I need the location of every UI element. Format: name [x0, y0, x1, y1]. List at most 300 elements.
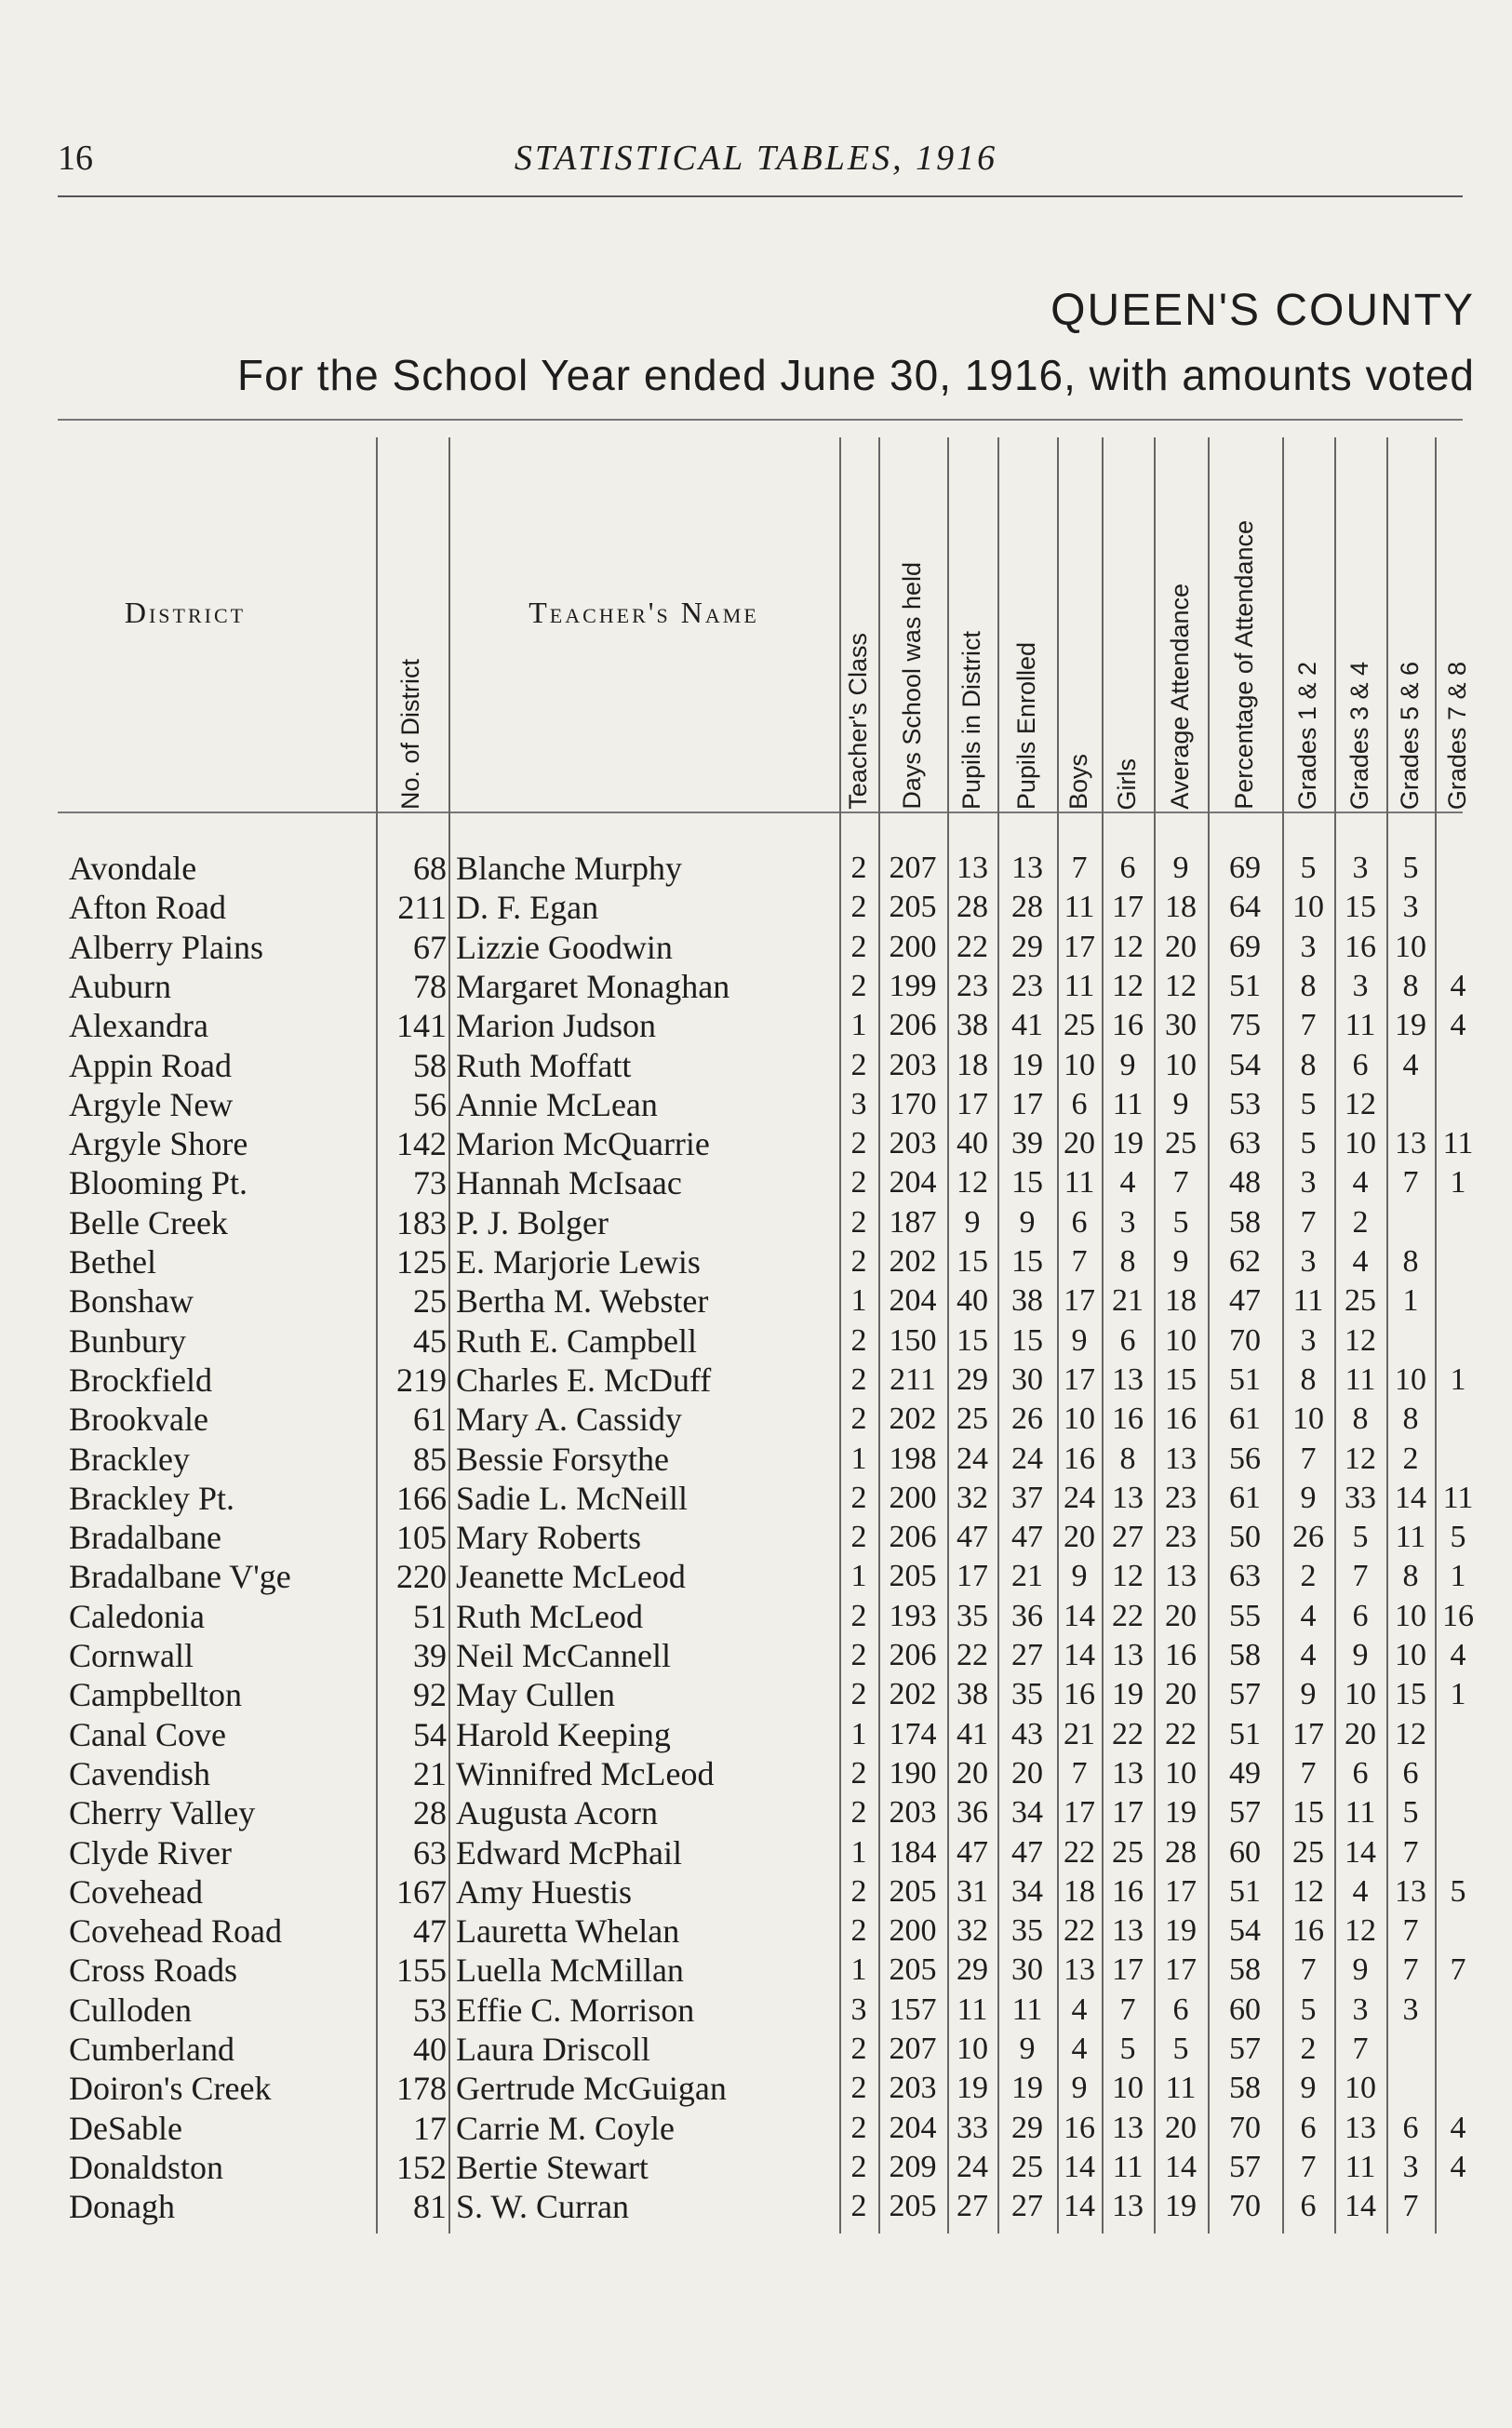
cell-g12: 5 — [1300, 1126, 1317, 1161]
cell-cls: 3 — [850, 1992, 867, 2027]
cell-g56: 1 — [1402, 1283, 1419, 1319]
cell-avg: 19 — [1165, 2189, 1197, 2224]
cell-pct: 63 — [1229, 1559, 1261, 1594]
table-row — [0, 1715, 1512, 1754]
table-row — [0, 888, 1512, 927]
cell-avg: 20 — [1165, 1677, 1197, 1712]
cell-avg: 5 — [1172, 2032, 1189, 2066]
teacher-name: S. W. Curran — [456, 2188, 630, 2226]
cell-g56: 3 — [1402, 890, 1419, 925]
cell-g78: 11 — [1442, 1480, 1474, 1515]
teacher-name: Lizzie Goodwin — [456, 928, 673, 966]
table-row — [0, 849, 1512, 888]
cell-pd: 36 — [957, 1795, 988, 1831]
table-row — [0, 1518, 1512, 1557]
cell-g12: 9 — [1300, 2071, 1317, 2106]
cell-girls: 17 — [1112, 1952, 1144, 1988]
district-number: 67 — [413, 928, 447, 966]
cell-avg: 23 — [1165, 1480, 1197, 1515]
district-number: 152 — [396, 2148, 447, 2186]
cell-pd: 40 — [957, 1126, 988, 1161]
district-number: 53 — [413, 1991, 447, 2029]
table-row — [0, 2187, 1512, 2226]
cell-pct: 58 — [1229, 1638, 1261, 1672]
teacher-name: Bertie Stewart — [456, 2148, 649, 2186]
teacher-name: Lauretta Whelan — [456, 1912, 680, 1951]
cell-days: 205 — [889, 890, 937, 925]
cell-cls: 3 — [850, 1086, 867, 1121]
cell-pct: 57 — [1229, 1795, 1261, 1831]
cell-g34: 16 — [1345, 929, 1376, 964]
cell-g12: 9 — [1300, 1677, 1317, 1712]
column-header-pe: Pupils Enrolled — [1012, 641, 1041, 810]
cell-pe: 35 — [1011, 1913, 1043, 1949]
cell-days: 205 — [889, 1559, 937, 1594]
cell-g12: 17 — [1292, 1716, 1324, 1751]
cell-g34: 7 — [1352, 2032, 1369, 2066]
table-row — [0, 1557, 1512, 1596]
table-subtitle: For the School Year ended June 30, 1916, with amounts voted — [237, 351, 1475, 399]
teacher-name: Jeanette McLeod — [456, 1558, 686, 1596]
teacher-name: Charles E. McDuff — [456, 1361, 712, 1399]
cell-cls: 2 — [850, 1873, 867, 1909]
cell-girls: 22 — [1112, 1716, 1144, 1751]
cell-g34: 10 — [1345, 1677, 1376, 1712]
district-name: DeSable — [69, 2109, 182, 2147]
cell-days: 205 — [889, 1873, 937, 1909]
cell-pct: 70 — [1229, 2110, 1261, 2145]
cell-g56: 4 — [1402, 1047, 1419, 1082]
cell-pe: 27 — [1011, 1638, 1043, 1672]
cell-avg: 25 — [1165, 1126, 1197, 1161]
cell-avg: 16 — [1165, 1638, 1197, 1672]
cell-pct: 70 — [1229, 1322, 1261, 1358]
cell-pd: 27 — [957, 2189, 988, 2224]
cell-g78: 1 — [1450, 1165, 1466, 1201]
cell-pd: 38 — [957, 1008, 988, 1043]
cell-girls: 27 — [1112, 1520, 1144, 1555]
district-name: Bradalbane V'ge — [69, 1558, 291, 1596]
table-row — [0, 1085, 1512, 1124]
county-heading: QUEEN'S COUNTY — [1050, 286, 1475, 335]
teacher-name: Amy Huestis — [456, 1872, 632, 1911]
district-number: 54 — [413, 1715, 447, 1753]
district-number: 47 — [413, 1912, 447, 1951]
district-number: 85 — [413, 1440, 447, 1478]
teacher-name: Mary Roberts — [456, 1519, 641, 1557]
cell-g78: 16 — [1442, 1598, 1474, 1633]
cell-g34: 13 — [1345, 2110, 1376, 2145]
cell-g56: 3 — [1402, 2149, 1419, 2184]
cell-girls: 17 — [1112, 890, 1144, 925]
cell-pe: 24 — [1011, 1441, 1043, 1476]
cell-pe: 38 — [1011, 1283, 1043, 1319]
cell-girls: 17 — [1112, 1795, 1144, 1831]
cell-g34: 9 — [1352, 1638, 1369, 1672]
column-header-district: District — [124, 596, 247, 629]
cell-days: 203 — [889, 1126, 937, 1161]
cell-pe: 35 — [1011, 1677, 1043, 1712]
cell-pct: 49 — [1229, 1755, 1261, 1791]
district-number: 125 — [396, 1243, 447, 1281]
teacher-name: Sadie L. McNeill — [456, 1479, 688, 1517]
table-row — [0, 2030, 1512, 2069]
cell-pd: 32 — [957, 1913, 988, 1949]
cell-boys: 9 — [1071, 2071, 1088, 2106]
cell-cls: 1 — [850, 1952, 867, 1988]
cell-boys: 16 — [1064, 1677, 1095, 1712]
teacher-name: Neil McCannell — [456, 1637, 671, 1674]
cell-g56: 13 — [1395, 1873, 1426, 1909]
cell-pd: 20 — [957, 1755, 988, 1791]
teacher-name: Marion McQuarrie — [456, 1125, 710, 1163]
cell-pd: 23 — [957, 968, 988, 1003]
district-number: 142 — [396, 1125, 447, 1163]
column-header-g78: Grades 7 & 8 — [1443, 661, 1472, 810]
cell-g56: 13 — [1395, 1126, 1426, 1161]
column-header-no-of-district: No. of District — [396, 658, 425, 810]
cell-g34: 25 — [1345, 1283, 1376, 1319]
cell-pe: 27 — [1011, 2189, 1043, 2224]
cell-days: 209 — [889, 2149, 937, 2184]
cell-pe: 39 — [1011, 1126, 1043, 1161]
district-number: 63 — [413, 1833, 447, 1871]
cell-pct: 64 — [1229, 890, 1261, 925]
table-row — [0, 1203, 1512, 1242]
cell-pct: 60 — [1229, 1834, 1261, 1870]
cell-girls: 9 — [1119, 1047, 1136, 1082]
cell-girls: 21 — [1112, 1283, 1144, 1319]
cell-cls: 2 — [850, 890, 867, 925]
cell-cls: 2 — [850, 1480, 867, 1515]
cell-pct: 57 — [1229, 1677, 1261, 1712]
cell-avg: 20 — [1165, 1598, 1197, 1633]
cell-g12: 15 — [1292, 1795, 1324, 1831]
cell-pct: 53 — [1229, 1086, 1261, 1121]
table-row — [0, 1597, 1512, 1636]
cell-avg: 13 — [1165, 1559, 1197, 1594]
district-number: 73 — [413, 1164, 447, 1202]
cell-avg: 9 — [1172, 851, 1189, 885]
district-name: Clyde River — [69, 1833, 232, 1871]
cell-g12: 7 — [1300, 1755, 1317, 1791]
district-number: 183 — [396, 1203, 447, 1241]
column-header-g56: Grades 5 & 6 — [1396, 661, 1425, 810]
cell-g56: 7 — [1402, 1952, 1419, 1988]
cell-pct: 70 — [1229, 2189, 1261, 2224]
cell-g34: 33 — [1345, 1480, 1376, 1515]
cell-girls: 12 — [1112, 929, 1144, 964]
district-number: 178 — [396, 2070, 447, 2108]
cell-pct: 69 — [1229, 929, 1261, 964]
cell-days: 204 — [889, 2110, 937, 2145]
cell-days: 203 — [889, 1047, 937, 1082]
cell-g34: 6 — [1352, 1047, 1369, 1082]
cell-boys: 14 — [1064, 1598, 1095, 1633]
cell-girls: 11 — [1112, 1086, 1144, 1121]
table-row — [0, 1479, 1512, 1518]
cell-cls: 2 — [850, 1755, 867, 1791]
cell-days: 202 — [889, 1677, 937, 1712]
cell-pe: 34 — [1011, 1795, 1043, 1831]
cell-days: 202 — [889, 1244, 937, 1279]
cell-cls: 2 — [850, 1244, 867, 1279]
cell-pd: 17 — [957, 1086, 988, 1121]
cell-girls: 11 — [1112, 2149, 1144, 2184]
column-header-g34: Grades 3 & 4 — [1345, 661, 1374, 810]
cell-pe: 47 — [1011, 1520, 1043, 1555]
teacher-name: D. F. Egan — [456, 889, 599, 927]
teacher-name: Blanche Murphy — [456, 850, 682, 887]
cell-g56: 10 — [1395, 1638, 1426, 1672]
teacher-name: Gertrude McGuigan — [456, 2070, 727, 2108]
district-number: 81 — [413, 2188, 447, 2226]
cell-g12: 12 — [1292, 1873, 1324, 1909]
cell-pct: 51 — [1229, 1362, 1261, 1397]
district-name: Alberry Plains — [69, 928, 263, 966]
teacher-name: Augusta Acorn — [456, 1794, 658, 1832]
cell-cls: 1 — [850, 1834, 867, 1870]
cell-g78: 5 — [1450, 1873, 1466, 1909]
cell-boys: 7 — [1071, 1755, 1088, 1791]
district-name: Cavendish — [69, 1754, 210, 1792]
table-row — [0, 2069, 1512, 2108]
table-row — [0, 1400, 1512, 1439]
cell-pe: 47 — [1011, 1834, 1043, 1870]
cell-boys: 22 — [1064, 1913, 1095, 1949]
cell-pe: 37 — [1011, 1480, 1043, 1515]
cell-pe: 15 — [1011, 1244, 1043, 1279]
district-name: Belle Creek — [69, 1203, 228, 1241]
cell-boys: 6 — [1071, 1204, 1088, 1240]
cell-avg: 14 — [1165, 2149, 1197, 2184]
cell-g12: 26 — [1292, 1520, 1324, 1555]
cell-pe: 23 — [1011, 968, 1043, 1003]
district-name: Donaldston — [69, 2148, 223, 2186]
teacher-name: Harold Keeping — [456, 1715, 671, 1753]
cell-cls: 2 — [850, 1126, 867, 1161]
cell-g12: 4 — [1300, 1638, 1317, 1672]
cell-boys: 17 — [1064, 1795, 1095, 1831]
cell-g12: 5 — [1300, 1992, 1317, 2027]
cell-days: 200 — [889, 1480, 937, 1515]
cell-pe: 34 — [1011, 1873, 1043, 1909]
cell-cls: 2 — [850, 1322, 867, 1358]
cell-g56: 8 — [1402, 1244, 1419, 1279]
table-row — [0, 1046, 1512, 1085]
district-number: 25 — [413, 1282, 447, 1321]
cell-cls: 1 — [850, 1441, 867, 1476]
teacher-name: E. Marjorie Lewis — [456, 1243, 701, 1281]
district-name: Covehead Road — [69, 1912, 282, 1951]
cell-girls: 13 — [1112, 1480, 1144, 1515]
cell-g34: 11 — [1345, 1795, 1376, 1831]
cell-pct: 58 — [1229, 2071, 1261, 2106]
table-row — [0, 1675, 1512, 1714]
cell-cls: 2 — [850, 2032, 867, 2066]
cell-days: 193 — [889, 1598, 937, 1633]
cell-g56: 5 — [1402, 851, 1419, 885]
cell-boys: 10 — [1064, 1402, 1095, 1437]
table-row — [0, 1124, 1512, 1163]
cell-g34: 15 — [1345, 890, 1376, 925]
cell-pe: 19 — [1011, 2071, 1043, 2106]
table-row — [0, 1440, 1512, 1479]
cell-pd: 25 — [957, 1402, 988, 1437]
cell-days: 150 — [889, 1322, 937, 1358]
cell-pct: 50 — [1229, 1520, 1261, 1555]
cell-g34: 14 — [1345, 2189, 1376, 2224]
cell-pct: 61 — [1229, 1402, 1261, 1437]
cell-g12: 16 — [1292, 1913, 1324, 1949]
cell-boys: 20 — [1064, 1520, 1095, 1555]
district-name: Culloden — [69, 1991, 192, 2029]
cell-days: 211 — [890, 1362, 936, 1397]
cell-days: 207 — [889, 851, 937, 885]
cell-cls: 2 — [850, 1520, 867, 1555]
cell-g34: 12 — [1345, 1441, 1376, 1476]
cell-girls: 16 — [1112, 1008, 1144, 1043]
district-name: Appin Road — [69, 1046, 232, 1084]
cell-girls: 6 — [1119, 851, 1136, 885]
cell-days: 199 — [889, 968, 937, 1003]
cell-pd: 41 — [957, 1716, 988, 1751]
cell-avg: 20 — [1165, 929, 1197, 964]
cell-days: 207 — [889, 2032, 937, 2066]
district-number: 78 — [413, 967, 447, 1005]
cell-boys: 4 — [1071, 1992, 1088, 2027]
cell-g12: 9 — [1300, 1480, 1317, 1515]
cell-cls: 2 — [850, 1598, 867, 1633]
table-row — [0, 1793, 1512, 1832]
district-number: 211 — [397, 889, 447, 927]
cell-pd: 17 — [957, 1559, 988, 1594]
district-number: 68 — [413, 850, 447, 887]
district-name: Cherry Valley — [69, 1794, 256, 1832]
cell-g12: 8 — [1300, 1362, 1317, 1397]
cell-avg: 30 — [1165, 1008, 1197, 1043]
cell-avg: 22 — [1165, 1716, 1197, 1751]
cell-boys: 17 — [1064, 1283, 1095, 1319]
cell-cls: 1 — [850, 1008, 867, 1043]
cell-cls: 2 — [850, 929, 867, 964]
header-bottom-rule — [58, 812, 1463, 813]
cell-g34: 3 — [1352, 851, 1369, 885]
teacher-name: May Cullen — [456, 1676, 615, 1714]
table-row — [0, 967, 1512, 1006]
cell-g56: 10 — [1395, 929, 1426, 964]
cell-pct: 54 — [1229, 1913, 1261, 1949]
cell-boys: 17 — [1064, 929, 1095, 964]
cell-g34: 2 — [1352, 1204, 1369, 1240]
district-name: Donagh — [69, 2188, 175, 2226]
cell-avg: 7 — [1172, 1165, 1189, 1201]
cell-cls: 2 — [850, 2071, 867, 2106]
cell-pe: 13 — [1011, 851, 1043, 885]
cell-avg: 13 — [1165, 1441, 1197, 1476]
cell-g56: 11 — [1395, 1520, 1426, 1555]
table-row — [0, 1006, 1512, 1045]
district-name: Bonshaw — [69, 1282, 194, 1321]
cell-g34: 8 — [1352, 1402, 1369, 1437]
cell-cls: 1 — [850, 1283, 867, 1319]
cell-g56: 10 — [1395, 1362, 1426, 1397]
cell-pd: 32 — [957, 1480, 988, 1515]
cell-g78: 4 — [1450, 2110, 1466, 2145]
cell-avg: 15 — [1165, 1362, 1197, 1397]
column-header-g12: Grades 1 & 2 — [1293, 661, 1322, 810]
cell-girls: 8 — [1119, 1441, 1136, 1476]
table-row — [0, 1242, 1512, 1281]
table-row — [0, 928, 1512, 967]
teacher-name: Annie McLean — [456, 1085, 658, 1123]
cell-days: 157 — [889, 1992, 937, 2027]
cell-g34: 6 — [1352, 1755, 1369, 1791]
cell-cls: 2 — [850, 1204, 867, 1240]
district-name: Brookvale — [69, 1401, 208, 1439]
cell-boys: 16 — [1064, 2110, 1095, 2145]
cell-g78: 1 — [1450, 1559, 1466, 1594]
cell-g34: 6 — [1352, 1598, 1369, 1633]
cell-g12: 7 — [1300, 1952, 1317, 1988]
cell-pct: 51 — [1229, 1873, 1261, 1909]
district-name: Cross Roads — [69, 1952, 238, 1990]
cell-boys: 22 — [1064, 1834, 1095, 1870]
cell-g78: 7 — [1450, 1952, 1466, 1988]
cell-avg: 11 — [1165, 2071, 1197, 2106]
cell-avg: 20 — [1165, 2110, 1197, 2145]
cell-g56: 8 — [1402, 1402, 1419, 1437]
district-name: Bradalbane — [69, 1519, 221, 1557]
table-row — [0, 2148, 1512, 2187]
cell-g34: 3 — [1352, 1992, 1369, 2027]
district-number: 167 — [396, 1872, 447, 1911]
cell-g12: 3 — [1300, 1165, 1317, 1201]
cell-pd: 35 — [957, 1598, 988, 1633]
cell-girls: 13 — [1112, 2189, 1144, 2224]
cell-g12: 10 — [1292, 890, 1324, 925]
cell-girls: 4 — [1119, 1165, 1136, 1201]
teacher-name: Mary A. Cassidy — [456, 1401, 682, 1439]
cell-pe: 41 — [1011, 1008, 1043, 1043]
cell-g12: 2 — [1300, 2032, 1317, 2066]
cell-girls: 13 — [1112, 2110, 1144, 2145]
cell-g78: 4 — [1450, 1638, 1466, 1672]
cell-days: 170 — [889, 1086, 937, 1121]
cell-g12: 5 — [1300, 1086, 1317, 1121]
cell-g56: 6 — [1402, 2110, 1419, 2145]
cell-pe: 9 — [1019, 1204, 1036, 1240]
cell-pe: 11 — [1011, 1992, 1043, 2027]
cell-g34: 9 — [1352, 1952, 1369, 1988]
cell-avg: 28 — [1165, 1834, 1197, 1870]
district-name: Brackley Pt. — [69, 1479, 234, 1517]
cell-g78: 11 — [1442, 1126, 1474, 1161]
cell-avg: 18 — [1165, 890, 1197, 925]
cell-pct: 51 — [1229, 1716, 1261, 1751]
cell-g34: 5 — [1352, 1520, 1369, 1555]
cell-pd: 40 — [957, 1283, 988, 1319]
cell-g34: 4 — [1352, 1873, 1369, 1909]
cell-boys: 7 — [1071, 851, 1088, 885]
cell-boys: 11 — [1064, 1165, 1095, 1201]
cell-g56: 8 — [1402, 968, 1419, 1003]
district-name: Alexandra — [69, 1007, 208, 1045]
teacher-name: Margaret Monaghan — [456, 967, 730, 1005]
cell-g12: 7 — [1300, 1204, 1317, 1240]
cell-g34: 10 — [1345, 2071, 1376, 2106]
cell-g34: 20 — [1345, 1716, 1376, 1751]
